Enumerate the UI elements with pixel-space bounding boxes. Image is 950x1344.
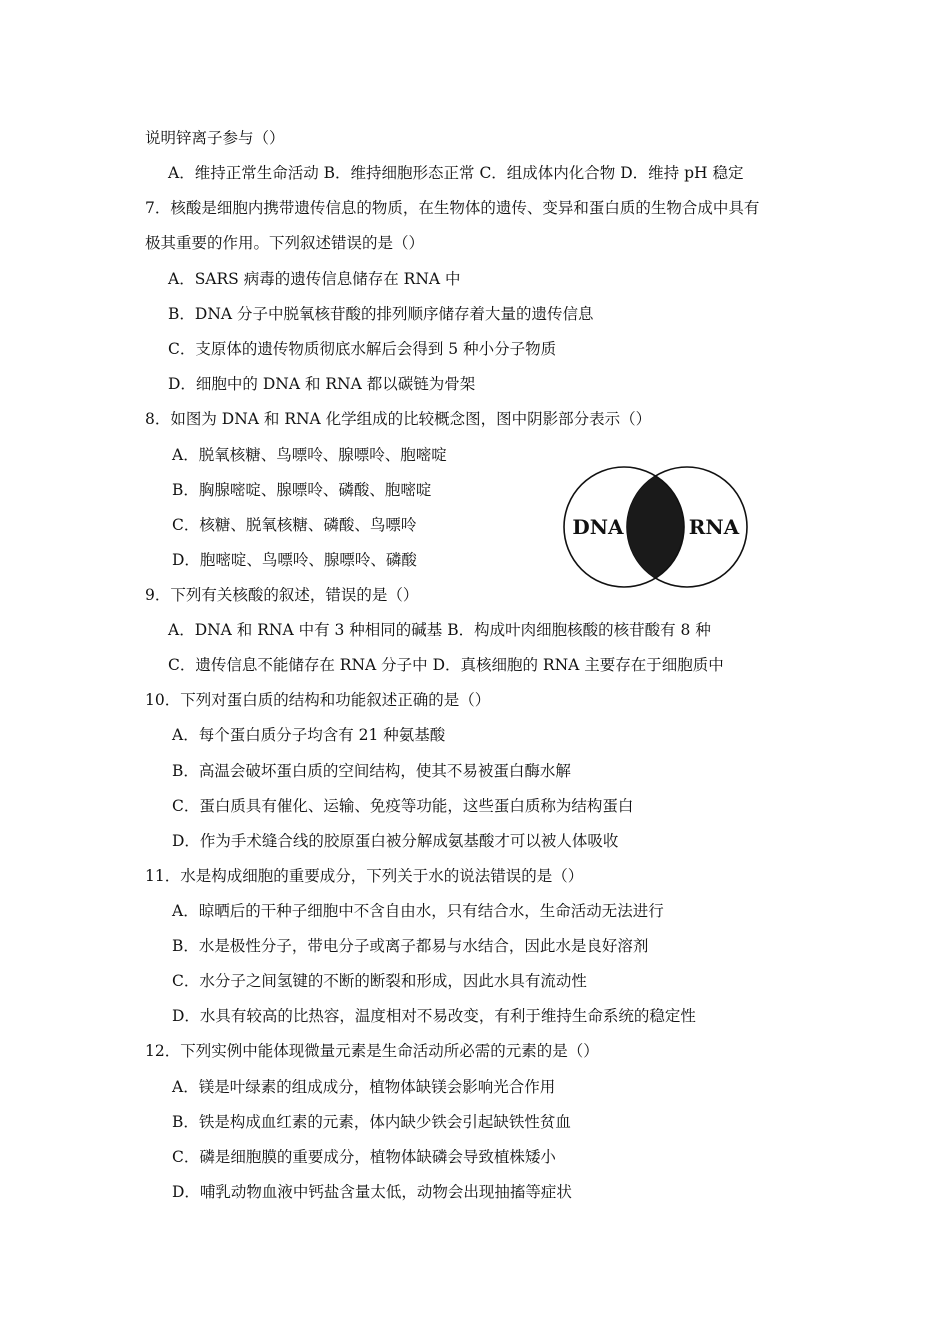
question-7-option-d: D．细胞中的 DNA 和 RNA 都以碳链为骨架: [168, 375, 476, 393]
question-8-option-d: D．胞嘧啶、鸟嘌呤、腺嘌呤、磷酸: [172, 551, 417, 569]
question-12-option-a: A．镁是叶绿素的组成成分，植物体缺镁会影响光合作用: [172, 1078, 556, 1096]
question-11-option-c: C．水分子之间氢键的不断的断裂和形成，因此水具有流动性: [172, 972, 587, 990]
question-8-option-c: C．核糖、脱氧核糖、磷酸、鸟嘌呤: [172, 516, 417, 534]
question-10-option-b: B．高温会破坏蛋白质的空间结构，使其不易被蛋白酶水解: [172, 762, 571, 780]
question-9-options-line-1: A．DNA 和 RNA 中有 3 种相同的碱基 B．构成叶肉细胞核酸的核苷酸有 8 种: [168, 621, 711, 639]
question-12-option-b: B．铁是构成血红素的元素，体内缺少铁会引起缺铁性贫血: [172, 1113, 571, 1131]
question-6-tail: 说明锌离子参与（）: [145, 129, 285, 147]
question-11-option-d: D．水具有较高的比热容，温度相对不易改变，有利于维持生命系统的稳定性: [172, 1007, 696, 1025]
question-12-stem: 12．下列实例中能体现微量元素是生命活动所必需的元素的是（）: [145, 1042, 599, 1060]
question-10-option-d: D．作为手术缝合线的胶原蛋白被分解成氨基酸才可以被人体吸收: [172, 832, 619, 850]
question-11-option-b: B．水是极性分子，带电分子或离子都易与水结合，因此水是良好溶剂: [172, 937, 649, 955]
question-7-option-a: A．SARS 病毒的遗传信息储存在 RNA 中: [168, 270, 461, 288]
question-8-option-a: A．脱氧核糖、鸟嘌呤、腺嘌呤、胞嘧啶: [172, 446, 447, 464]
question-11-option-a: A．晾晒后的干种子细胞中不含自由水，只有结合水，生命活动无法进行: [172, 902, 664, 920]
question-10-option-c: C．蛋白质具有催化、运输、免疫等功能，这些蛋白质称为结构蛋白: [172, 797, 634, 815]
question-10-option-a: A．每个蛋白质分子均含有 21 种氨基酸: [172, 726, 446, 744]
question-12-option-c: C．磷是细胞膜的重要成分，植物体缺磷会导致植株矮小: [172, 1148, 556, 1166]
question-11-stem: 11．水是构成细胞的重要成分，下列关于水的说法错误的是（）: [145, 867, 584, 885]
venn-rna-label: RNA: [688, 515, 740, 539]
question-7-option-c: C．支原体的遗传物质彻底水解后会得到 5 种小分子物质: [168, 340, 557, 358]
question-9-options-line-2: C．遗传信息不能储存在 RNA 分子中 D．真核细胞的 RNA 主要存在于细胞质中: [168, 656, 724, 674]
question-7-stem-line-1: 7．核酸是细胞内携带遗传信息的物质，在生物体的遗传、变异和蛋白质的生物合成中具有: [145, 199, 760, 217]
dna-rna-venn-diagram: [562, 465, 750, 589]
question-8-option-b: B．胸腺嘧啶、腺嘌呤、磷酸、胞嘧啶: [172, 481, 432, 499]
question-12-option-d: D．哺乳动物血液中钙盐含量太低，动物会出现抽搐等症状: [172, 1183, 572, 1201]
question-6-options: A．维持正常生命活动 B．维持细胞形态正常 C．组成体内化合物 D．维持 pH 稳定: [168, 164, 744, 182]
question-9-stem: 9．下列有关核酸的叙述，错误的是（）: [145, 586, 419, 604]
question-7-option-b: B．DNA 分子中脱氧核苷酸的排列顺序储存着大量的遗传信息: [168, 305, 594, 323]
venn-dna-label: DNA: [572, 515, 624, 539]
question-8-stem: 8．如图为 DNA 和 RNA 化学组成的比较概念图，图中阴影部分表示（）: [145, 410, 652, 428]
question-10-stem: 10．下列对蛋白质的结构和功能叙述正确的是（）: [145, 691, 491, 709]
question-7-stem-line-2: 极其重要的作用。下列叙述错误的是（）: [145, 234, 425, 252]
